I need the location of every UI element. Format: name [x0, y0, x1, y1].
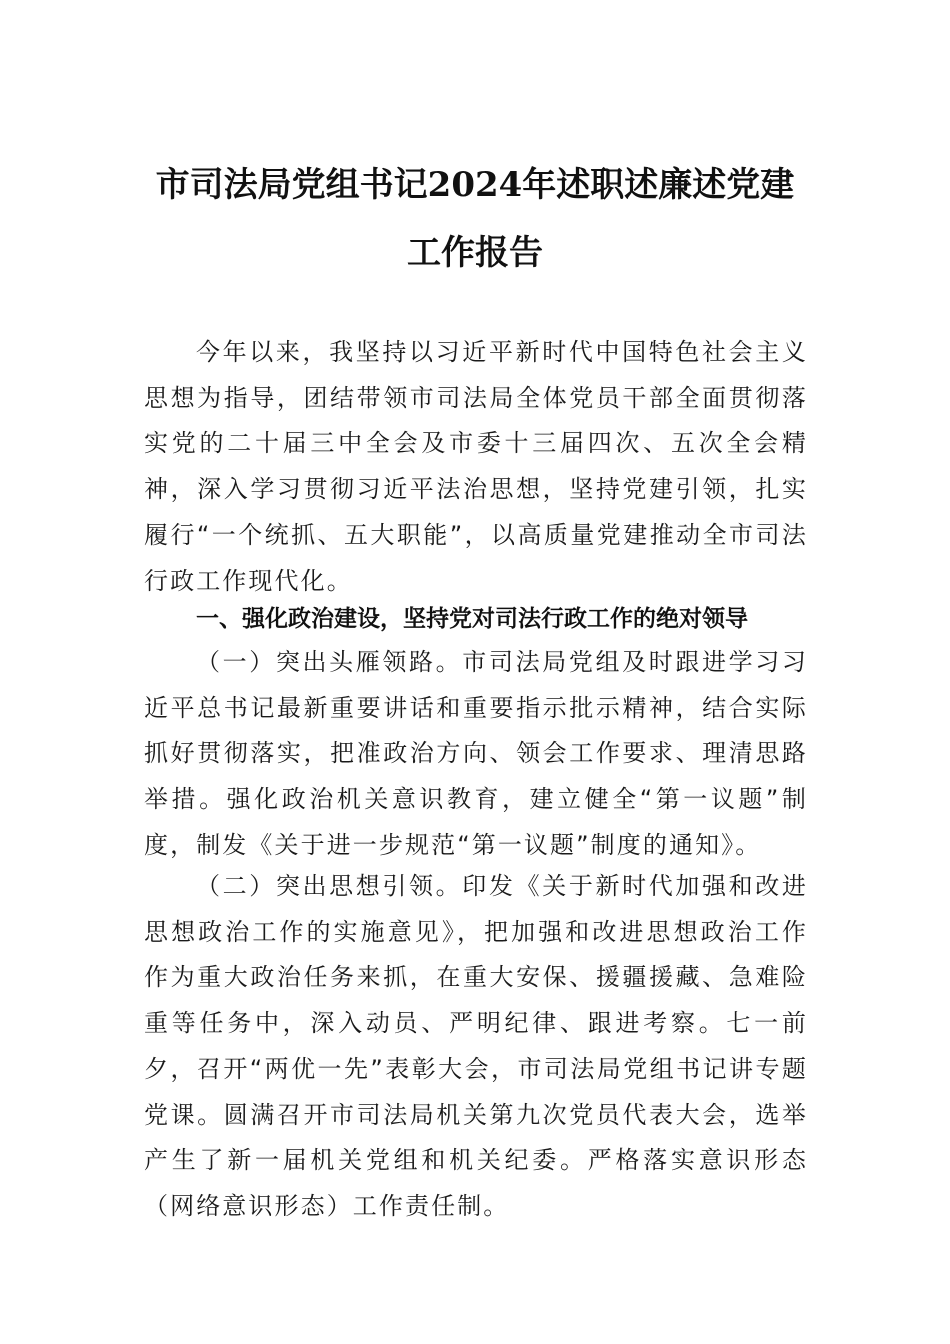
intro-paragraph: 今年以来，我坚持以习近平新时代中国特色社会主义思想为指导，团结带领市司法局全体党员干部全面贯彻落实党的二十届三中全会及市委十三届四次、五次全会精神，深入学习贯彻习近平法治思想，坚持党建引领，扎实履行“一个统抓、五大职能”，以高质量党建推动全市司法行政工作现代化。 [144, 338, 808, 595]
document-title-line-1: 市司法局党组书记2024年述职述廉述党建 [155, 165, 795, 205]
section-1-heading: 一、强化政治建设，坚持党对司法行政工作的绝对领导 [196, 606, 748, 632]
document-title-line-2: 工作报告 [407, 233, 543, 273]
subsection-2-paragraph: （二）突出思想引领。印发《关于新时代加强和改进思想政治工作的实施意见》，把加强和改进思想政治工作作为重大政治任务来抓，在重大安保、援疆援藏、急难险重等任务中，深入动员、严明纪律、跟进考察。七一前夕，召开“两优一先”表彰大会，市司法局党组书记讲专题党课。圆满召开市司法局机关第九次党员代表大会，选举产生了新一届机关党组和机关纪委。严格落实意识形态（网络意识形态）工作责任制。 [144, 872, 808, 1220]
subsection-1-paragraph: （一）突出头雁领路。市司法局党组及时跟进学习习近平总书记最新重要讲话和重要指示批示精神，结合实际抓好贯彻落实，把准政治方向、领会工作要求、理清思路举措。强化政治机关意识教育，建立健全“第一议题”制度，制发《关于进一步规范“第一议题”制度的通知》。 [144, 648, 808, 859]
